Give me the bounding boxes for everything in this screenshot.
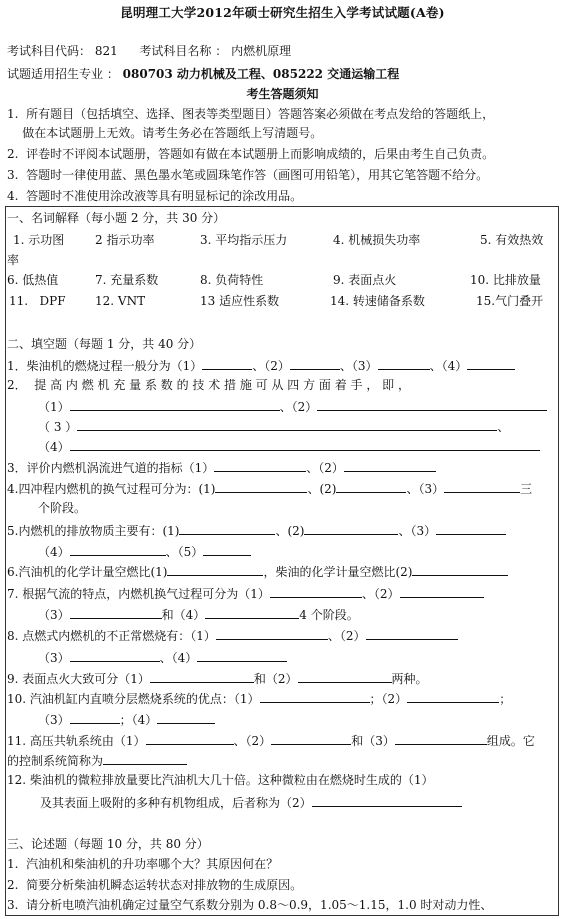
subject-line	[7, 43, 291, 59]
section2-heading: 二、填空题（每题 1 分，共 40 分）	[7, 337, 202, 351]
fill-q9: 9. 表面点火大致可分（1） 和（2） 两种。	[7, 672, 428, 686]
fill-q2-line: （1） 、（2）	[38, 398, 547, 415]
fill-q5: 5.内燃机的排放物质主要有：(1) 、(2) 、（3）	[7, 522, 506, 539]
essay-item: 3. 请分析电喷汽油机确定过量空气系数分别为 0.8～0.9，1.05～1.15，1.0 时对动力性、	[7, 898, 493, 912]
instruction-item: 3. 答题时一律使用蓝、黑色墨水笔或圆珠笔作答（画图可用铅笔），用其它笔答题不给分。	[7, 168, 489, 182]
fill-q3: 3．评价内燃机涡流进气道的指标（1） 、（2）	[7, 459, 436, 476]
fill-q10: 10. 汽油机缸内直喷分层燃烧系统的优点：（1） ；（2） ；	[7, 692, 512, 706]
fill-q6: 6.汽油机的化学计量空燃比(1) ，柴油的化学计量空燃比(2)	[7, 563, 508, 580]
term-item: 4. 机械损失功率	[333, 233, 421, 247]
term-item: 15.气门叠开	[476, 294, 544, 308]
instruction-item: 1. 所有题目（包括填空、选择、图表等类型题目）答题答案必须做在考点发给的答题纸上，	[7, 107, 495, 121]
fill-q2-line: （ 3 ） 、	[38, 420, 510, 434]
fill-q12-cont: 及其表面上吸附的多种有机物组成，后者称为（2）	[40, 794, 462, 811]
instruction-item: 做在本试题册上无效。请考生务必在答题纸上写清题号。	[7, 126, 323, 140]
subject-code-label: 考试科目代码：	[7, 44, 92, 58]
term-item: 7. 充量系数	[95, 273, 159, 287]
essay-item: 2. 简要分析柴油机瞬态运转状态对排放物的生成原因。	[7, 878, 303, 892]
instruction-item: 4. 答题时不准使用涂改液等具有明显标记的涂改用品。	[7, 189, 303, 203]
instruction-item: 2. 评卷时不评阅本试题册，答题如有做在本试题册上而影响成绩的，后果由考生自己负责。	[7, 147, 495, 161]
major: 080703 动力机械及工程、085222 交通运输工程	[122, 67, 400, 81]
fill-q12: 12. 柴油机的微粒排放量要比汽油机大几十倍。这种微粒由在燃烧时生成的（1）	[7, 773, 434, 787]
term-item: 5. 有效热效	[480, 233, 544, 247]
major-label: 试题适用招生专业 ：	[7, 67, 119, 81]
fill-q2: 2． 提 高 内 燃 机 充 量 系 数 的 技 术 措 施 可 从 四 方 面 着 手 ， 即 ，	[7, 378, 410, 392]
term-item: 9. 表面点火	[333, 273, 397, 287]
subject-code: 821	[94, 44, 118, 58]
term-item: 14. 转速储备系数	[330, 294, 425, 308]
instructions-heading: 考生答题须知	[246, 87, 319, 101]
term-item: 1. 示功图	[13, 233, 65, 247]
fill-q1: 1．柴油机的燃烧过程一般分为（1） 、（2） 、（3） 、（4）	[7, 357, 515, 374]
subject-name: 内燃机原理	[231, 44, 292, 58]
fill-q7: 7. 根据气流的特点，内燃机换气过程可分为（1） 、（2）	[7, 585, 484, 602]
exam-title: 昆明理工大学2012年硕士研究生招生入学考试试题(A卷)	[120, 5, 445, 20]
fill-q7-cont: （3） 和（4） 4 个阶段。	[38, 608, 359, 622]
section1-heading: 一、名词解释（每小题 2 分，共 30 分）	[7, 211, 226, 225]
term-item: 13 适应性系数	[200, 294, 280, 308]
term-item: 6. 低热值	[7, 273, 59, 287]
fill-q2-line: （4）	[38, 438, 540, 455]
fill-q10-cont: （3） ；（4）	[38, 711, 215, 728]
fill-q5-cont: （4） 、（5）	[38, 543, 251, 560]
term-item: 10. 比排放量	[470, 273, 541, 287]
term-item: 12. VNT	[95, 294, 146, 308]
fill-q8: 8. 点燃式内燃机的不正常燃烧有：（1） 、（2）	[7, 627, 458, 644]
major-line	[7, 66, 399, 82]
term-item: 3. 平均指示压力	[200, 233, 288, 247]
section3-heading: 三、论述题（每题 10 分，共 80 分）	[7, 837, 209, 851]
fill-q8-cont: （3） 、（4）	[38, 649, 287, 666]
fill-q11-cont: 的控制系统简称为	[7, 752, 187, 769]
term-item: 8. 负荷特性	[200, 273, 264, 287]
subject-name-label: 考试科目名称 ：	[139, 44, 228, 58]
fill-q4: 4.四冲程内燃机的换气过程可分为：(1) 、(2) 、（3） 三	[7, 482, 533, 496]
fill-q11: 11. 高压共轨系统由（1） 、（2） 和（3） 组成。它	[7, 734, 535, 748]
term-item: 11. DPF	[9, 294, 66, 308]
term-item: 率	[7, 253, 20, 267]
fill-q4-cont: 个阶段。	[38, 501, 87, 515]
term-item: 2 指示功率	[95, 233, 155, 247]
essay-item: 1. 汽油机和柴油机的升功率哪个大？其原因何在？	[7, 857, 279, 871]
